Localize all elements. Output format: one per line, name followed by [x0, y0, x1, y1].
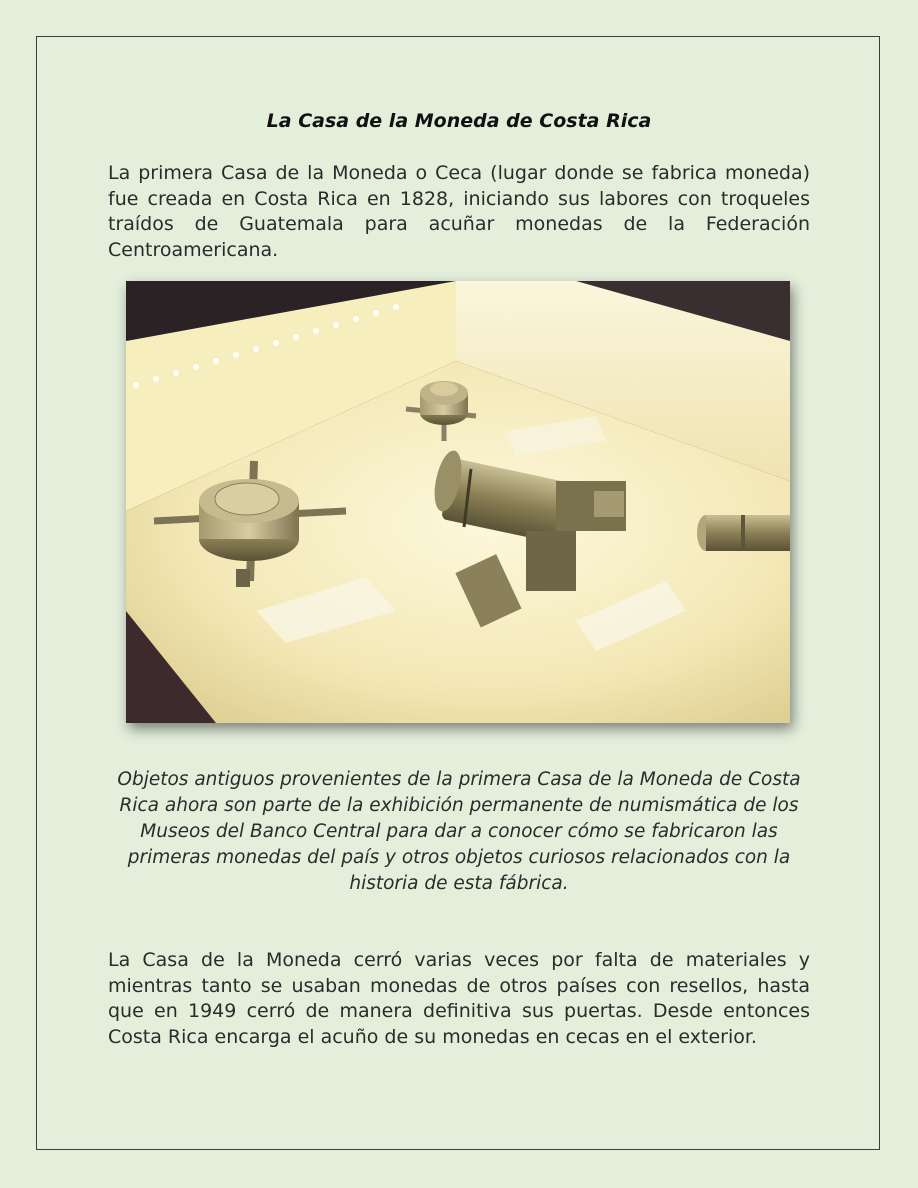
museum-display-photo [126, 281, 790, 723]
display-case-illustration [126, 281, 790, 723]
document-title: La Casa de la Moneda de Costa Rica [266, 110, 652, 132]
intro-paragraph: La primera Casa de la Moneda o Ceca (lugar donde se fabrica moneda) fue creada en Costa Rica en 1828, iniciando sus labores con troqueles traídos de Guatemala para acuñar monedas de la Federación Centroamericana. [108, 162, 810, 261]
closing-paragraph: La Casa de la Moneda cerró varias veces por falta de materiales y mientras tanto se usaban monedas de otros países con resellos, hasta que en 1949 cerró de manera definitiva sus puertas. Desde entonces Costa Rica encarga el acuño de su monedas en cecas en el exterior. [108, 949, 810, 1048]
photo-caption: Objetos antiguos provenientes de la primera Casa de la Moneda de Costa Rica ahora son parte de la exhibición permanente de numismática de los Museos del Banco Central para dar a conocer cómo se fabricaron las primeras monedas del país y otros objetos curiosos relacionados con la historia de esta fábrica. [117, 769, 801, 894]
